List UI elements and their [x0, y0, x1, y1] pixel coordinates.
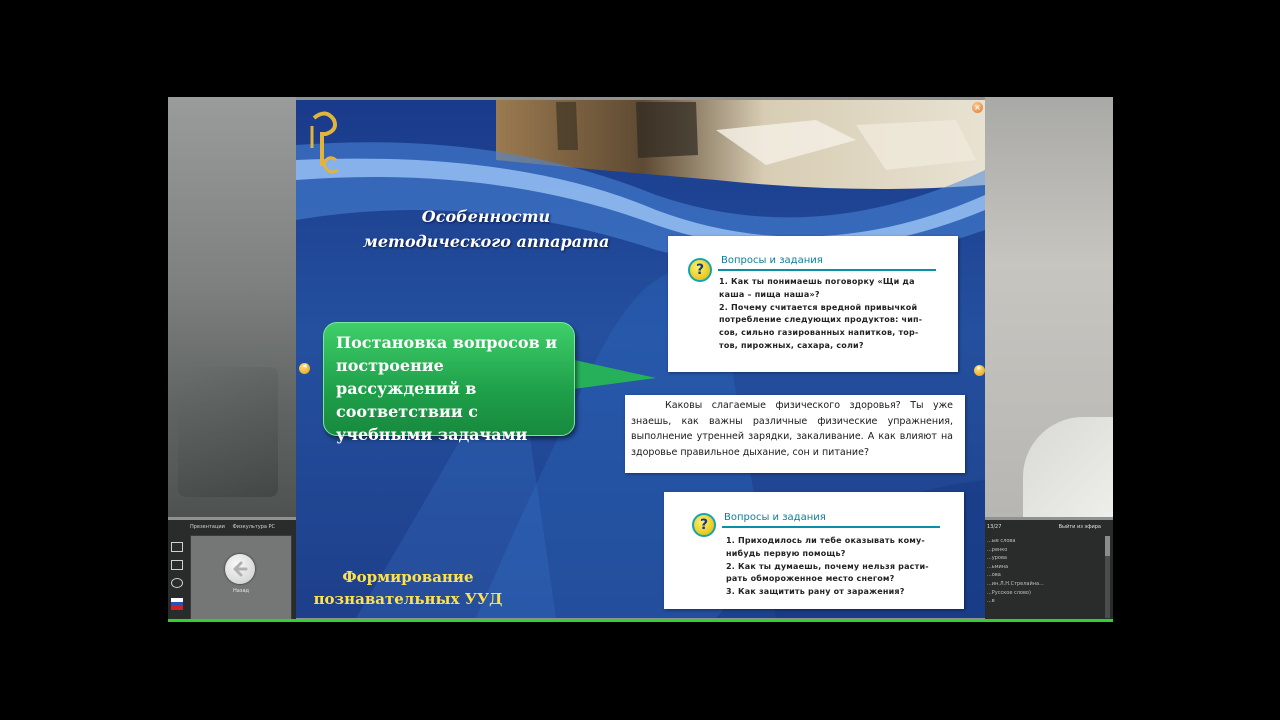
card-line: рать обмороженное место снегом? [726, 574, 895, 584]
scrollbar[interactable] [1105, 536, 1110, 618]
green-status-line [168, 619, 1113, 622]
list-item[interactable]: ...ые слова [987, 538, 1016, 544]
card-header: Вопросы и задания [724, 512, 826, 523]
card-line: 2. Почему считается вредной привычкой [719, 302, 918, 312]
slide-title: Особенности методического аппарата [362, 207, 610, 251]
slides-icon[interactable] [171, 560, 183, 570]
exit-broadcast-button[interactable]: Выйти из эфира [1058, 524, 1101, 530]
list-item[interactable]: ...ин.Л.Н.Стрелайна... [987, 580, 1044, 587]
question-icon: ? [688, 258, 712, 282]
publisher-logo [308, 108, 342, 178]
card-line: 2. Как ты думаешь, почему нельзя расти- [726, 561, 929, 571]
card-divider [722, 526, 940, 528]
card-line: 1. Как ты понимаешь поговорку «Щи да [719, 277, 915, 286]
panel-tabs [190, 524, 281, 530]
monitor-icon[interactable] [171, 542, 183, 552]
presentation-slide [296, 100, 985, 618]
webinar-screen [168, 97, 1113, 622]
card-body [726, 535, 958, 599]
close-icon[interactable]: × [972, 102, 983, 113]
card-divider [718, 269, 936, 271]
presenter-shape [1023, 417, 1113, 517]
card-line: сов, сильно газированных напитков, тор- [719, 328, 919, 338]
footer-caption: Формирование познавательных УУД [313, 568, 503, 608]
card-body [719, 276, 951, 353]
tab-presentations[interactable]: Презентации [190, 524, 225, 530]
back-label: Назад [232, 588, 249, 594]
list-item[interactable]: ...ьмина [987, 563, 1009, 570]
list-item[interactable]: ...ова [987, 572, 1001, 579]
slide-thumbnail[interactable] [190, 535, 292, 621]
camera-background-left [168, 97, 296, 517]
list-item[interactable]: ...ренко [987, 546, 1008, 553]
card-line: 1. Приходилось ли тебе оказывать кому- [726, 536, 925, 545]
question-icon: ? [692, 513, 716, 537]
chair-shape [178, 367, 278, 497]
nav-next-icon[interactable]: ▸ [974, 365, 985, 376]
camera-background-right [985, 97, 1113, 517]
questions-card-top [668, 236, 958, 372]
card-line: 3. Как защитить рану от заражения? [726, 587, 905, 597]
text-card-middle [625, 395, 965, 473]
list-item[interactable]: ...в [987, 598, 995, 605]
card-header: Вопросы и задания [721, 255, 823, 266]
settings-icon[interactable] [171, 578, 183, 588]
participant-counter: 13/27 [987, 524, 1002, 530]
presentation-panel [168, 520, 296, 622]
participant-list [987, 537, 1099, 606]
callout-bubble [323, 322, 575, 444]
list-item[interactable]: ...Русское слово) [987, 589, 1031, 596]
list-item[interactable]: ...урова [987, 555, 1007, 562]
scrollbar-thumb[interactable] [1105, 536, 1110, 556]
back-arrow-icon [231, 560, 249, 578]
tab-physical-culture[interactable]: Физкультура РС [232, 524, 276, 530]
callout-text: Постановка вопросов и построение рассуждений в соответствии с учебными задачами [336, 333, 558, 444]
health-paragraph: Каковы слагаемые физического здоровья? Ты уже знаешь, как важны различные физические упражнения, выполнение утренней зарядки, закаливание. А как влияют на здоровье правильное дыхание, сон и питание? [631, 400, 953, 458]
flag-icon[interactable] [171, 598, 183, 610]
card-line: тов, пирожных, сахара, соли? [719, 340, 864, 350]
participants-panel [985, 520, 1113, 622]
card-line: потребление следующих продуктов: чип- [719, 315, 923, 325]
nav-prev-icon[interactable]: ◂ [299, 363, 310, 374]
questions-card-bottom [664, 492, 964, 609]
back-button[interactable] [225, 554, 255, 584]
card-line: каша – пища наша»? [719, 289, 820, 299]
card-line: нибудь первую помощь? [726, 548, 846, 558]
